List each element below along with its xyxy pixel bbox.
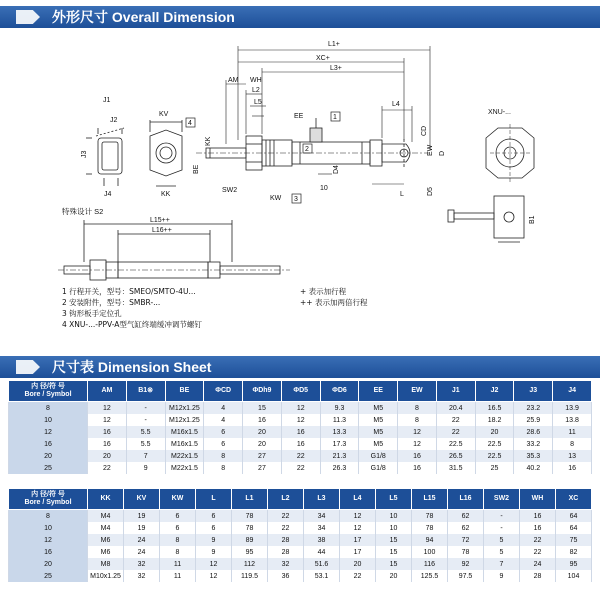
dim-label-am: AM [228,77,239,84]
dim-label-j1: J1 [103,97,111,104]
note-item: 4 XNU-...-PPV-A型气缸终端缓冲调节螺钉 [62,320,202,329]
value-cell: 40.2 [514,462,553,474]
value-cell: 16 [520,510,556,523]
bore-cell: 25 [9,462,88,474]
special-design-view [58,220,290,280]
dim-label-d: D [439,150,446,156]
table-row [9,450,592,462]
legend-item: + 表示加行程 [300,287,347,296]
value-cell: M6 [88,546,124,558]
value-cell: 7 [484,558,520,570]
value-cell: 112 [232,558,268,570]
column-header: EE [359,381,398,402]
dim-label-l4: L4 [392,101,400,108]
table-row [9,546,592,558]
dim-label-l3: L3+ [330,65,342,72]
special-design-label: 特殊设计 S2 [62,207,104,216]
value-cell: 28 [268,534,304,546]
value-cell: 22 [520,546,556,558]
value-cell: 11 [160,558,196,570]
table-row [9,414,592,426]
value-cell: 9 [196,534,232,546]
value-cell: 22 [268,522,304,534]
xnu-label: XNU-... [488,109,511,116]
column-header: KV [124,489,160,510]
dim-label-l16: L16++ [152,227,172,234]
value-cell: M12x1.25 [165,414,204,426]
length-dimension-lines [226,46,430,184]
value-cell: 23.2 [514,402,553,415]
column-header: EW [398,381,437,402]
table-row [9,426,592,438]
value-cell: 5.5 [126,438,165,450]
pin-detail [448,196,524,242]
value-cell: 78 [448,546,484,558]
value-cell: 13.3 [320,426,359,438]
column-header: J4 [553,381,592,402]
value-cell: 13.8 [553,414,592,426]
table-row [9,402,592,415]
column-header: L [196,489,232,510]
value-cell: G1/8 [359,462,398,474]
value-cell: 20 [243,438,282,450]
value-cell: 38 [304,534,340,546]
value-cell: M5 [359,414,398,426]
value-cell: 32 [268,558,304,570]
value-cell: 4 [204,414,243,426]
dim-label-kk-side: KK [205,136,212,146]
value-cell: 17 [340,546,376,558]
note-item: 3 钩形板手定位孔 [62,309,122,318]
column-header: J2 [475,381,514,402]
table-row [9,522,592,534]
column-header: ΦD6 [320,381,359,402]
value-cell: 6 [160,510,196,523]
value-cell: 7 [126,450,165,462]
value-cell: 5.5 [126,426,165,438]
arrow-marker-icon [16,10,40,24]
value-cell: G1/8 [359,450,398,462]
table-row [9,534,592,546]
value-cell: 8 [160,534,196,546]
value-cell: 94 [412,534,448,546]
value-cell: 6 [204,438,243,450]
value-cell: M16x1.5 [165,438,204,450]
dim-label-wh: WH [250,77,262,84]
value-cell: 15 [376,558,412,570]
bore-cell: 10 [9,414,88,426]
value-cell: 19 [124,522,160,534]
value-cell: 16 [243,414,282,426]
value-cell: 78 [412,522,448,534]
value-cell: 20 [376,570,412,582]
value-cell: 34 [304,522,340,534]
value-cell: 22 [436,426,475,438]
value-cell: 26.3 [320,462,359,474]
value-cell: M5 [359,426,398,438]
value-cell: 16 [520,522,556,534]
dim-label-d4: D4 [333,165,340,174]
value-cell: M12x1.25 [165,402,204,415]
note-item: 2 安装附件，型号：SMBR-... [62,298,161,307]
value-cell: 16 [88,426,127,438]
column-header: L4 [340,489,376,510]
value-cell: 8 [398,402,437,415]
value-cell: - [484,522,520,534]
dim-label-ee: EE [294,113,304,120]
value-cell: 25 [475,462,514,474]
value-cell: - [126,402,165,415]
value-cell: M22x1.5 [165,450,204,462]
bore-cell: 20 [9,450,88,462]
dim-label-l2: L2 [252,87,260,94]
dim-label-l15: L15++ [150,217,170,224]
value-cell: 12 [196,558,232,570]
value-cell: M16x1.5 [165,426,204,438]
arrow-marker-icon [16,360,40,374]
dim-label-ew: EW [427,144,434,156]
value-cell: 20 [475,426,514,438]
value-cell: 78 [232,522,268,534]
value-cell: 8 [553,438,592,450]
dim-label-j3: J3 [81,150,88,158]
value-cell: 12 [340,510,376,523]
column-header: L3 [304,489,340,510]
value-cell: 64 [556,522,592,534]
value-cell: 16.5 [475,402,514,415]
value-cell: 34 [304,510,340,523]
column-header: SW2 [484,489,520,510]
value-cell: 17 [340,534,376,546]
header-bore-symbol [9,489,88,510]
value-cell: M4 [88,510,124,523]
value-cell: 97.5 [448,570,484,582]
value-cell: M5 [359,438,398,450]
dim-label-sw2: SW2 [222,187,238,194]
value-cell: 16 [553,462,592,474]
column-header: WH [520,489,556,510]
value-cell: 28.6 [514,426,553,438]
value-cell: 9 [126,462,165,474]
column-header: L15 [412,489,448,510]
value-cell: M8 [88,558,124,570]
dim-label-l5: L5 [254,99,262,106]
value-cell: 31.5 [436,462,475,474]
dim-label-j4: J4 [104,191,112,198]
bore-cell: 16 [9,546,88,558]
note-item: 1 行程开关，型号：SMEO/SMTO-4U... [62,287,196,296]
value-cell: 6 [204,426,243,438]
value-cell: 64 [556,510,592,523]
column-header: J1 [436,381,475,402]
value-cell: M6 [88,534,124,546]
dimension-table-2 [8,488,592,582]
value-cell: 92 [448,558,484,570]
value-cell: 82 [556,546,592,558]
value-cell: 5 [484,546,520,558]
header-bore-symbol [9,381,88,402]
value-cell: 95 [556,558,592,570]
cylinder-side-view [196,118,430,170]
column-header: J3 [514,381,553,402]
table-row [9,558,592,570]
value-cell: 24 [124,546,160,558]
value-cell: 8 [398,414,437,426]
value-cell: 17.3 [320,438,359,450]
header-bore-symbol-line: 内 径/符 号 [31,383,65,390]
header-bore-symbol-line: 内 径/符 号 [31,491,65,498]
table-row [9,570,592,582]
value-cell: 15 [376,534,412,546]
value-cell: 22.5 [475,438,514,450]
value-cell: 18.2 [475,414,514,426]
value-cell: 28 [520,570,556,582]
value-cell: 10 [376,510,412,523]
value-cell: M10x1.25 [88,570,124,582]
value-cell: 6 [196,510,232,523]
value-cell: 116 [412,558,448,570]
value-cell: - [484,510,520,523]
column-header: BE [165,381,204,402]
value-cell: 11 [160,570,196,582]
value-cell: 12 [340,522,376,534]
value-cell: 6 [160,522,196,534]
column-header: B1⊗ [126,381,165,402]
value-cell: 20.4 [436,402,475,415]
value-cell: 12 [196,570,232,582]
value-cell: 22.5 [436,438,475,450]
bore-cell: 12 [9,426,88,438]
value-cell: 12 [398,438,437,450]
callout-3: 3 [294,196,298,203]
column-header: L5 [376,489,412,510]
dim-label-l1: L1+ [328,41,340,48]
section-title: 外形尺寸 Overall Dimension [52,9,235,25]
value-cell: 16 [281,438,320,450]
value-cell: 22 [281,450,320,462]
value-cell: 44 [304,546,340,558]
value-cell: 9 [484,570,520,582]
section-title: 尺寸表 Dimension Sheet [52,359,212,375]
value-cell: 27 [243,450,282,462]
value-cell: 6 [196,522,232,534]
value-cell: 51.6 [304,558,340,570]
value-cell: 21.3 [320,450,359,462]
value-cell: 12 [398,426,437,438]
value-cell: M22x1.5 [165,462,204,474]
value-cell: 26.5 [436,450,475,462]
value-cell: 20 [88,450,127,462]
value-cell: M4 [88,522,124,534]
notes-list [62,286,202,330]
legend-item: ++ 表示加两倍行程 [300,298,368,307]
header-bore-symbol-line: Bore / Symbol [24,391,72,398]
value-cell: 11 [553,426,592,438]
value-cell: 27 [243,462,282,474]
value-cell: 22 [88,462,127,474]
table-row [9,510,592,523]
value-cell: 24 [124,534,160,546]
value-cell: 95 [232,546,268,558]
value-cell: 119.5 [232,570,268,582]
value-cell: 22 [520,534,556,546]
table-row [9,462,592,474]
value-cell: 15 [243,402,282,415]
column-header: ΦCD [204,381,243,402]
bore-cell: 8 [9,402,88,415]
dimension-table-1 [8,380,592,474]
value-cell: 72 [448,534,484,546]
value-cell: 16 [281,426,320,438]
value-cell: 32 [124,570,160,582]
value-cell: M5 [359,402,398,415]
dim-label-kw: KW [270,195,282,202]
column-header: AM [88,381,127,402]
front-flange-view [86,128,124,186]
table-row [9,438,592,450]
value-cell: 8 [204,462,243,474]
dim-label-d5: D5 [427,187,434,196]
column-header: L2 [268,489,304,510]
value-cell: 125.5 [412,570,448,582]
end-view [486,124,534,184]
value-cell: 9 [196,546,232,558]
dim-label-b1: B1 [529,215,536,224]
bore-cell: 10 [9,522,88,534]
value-cell: 33.2 [514,438,553,450]
value-cell: 22 [268,510,304,523]
value-cell: 75 [556,534,592,546]
value-cell: 10 [376,522,412,534]
header-bore-symbol-line: Bore / Symbol [24,499,72,506]
value-cell: - [126,414,165,426]
dim-label-cd: CD [421,125,428,136]
dim-label-xc: XC+ [316,55,330,62]
value-cell: 53.1 [304,570,340,582]
value-cell: 100 [412,546,448,558]
hex-nut-view [150,120,182,186]
value-cell: 24 [520,558,556,570]
column-header: L1 [232,489,268,510]
value-cell: 104 [556,570,592,582]
column-header: ΦD5 [281,381,320,402]
value-cell: 62 [448,522,484,534]
callout-4: 4 [188,120,192,127]
callout-2: 2 [305,146,309,153]
value-cell: 8 [204,450,243,462]
dim-label-kk-front: KK [161,191,171,198]
value-cell: 12 [281,414,320,426]
column-header: KK [88,489,124,510]
dim-label-j2: J2 [110,117,118,124]
value-cell: 20 [243,426,282,438]
bore-cell: 20 [9,558,88,570]
value-cell: 28 [268,546,304,558]
column-header: ΦDh9 [243,381,282,402]
value-cell: 8 [160,546,196,558]
bore-cell: 12 [9,534,88,546]
dim-label-10: 10 [320,185,328,192]
value-cell: 22 [436,414,475,426]
bore-cell: 8 [9,510,88,523]
value-cell: 22 [281,462,320,474]
value-cell: 78 [232,510,268,523]
dim-label-be: BE [193,164,200,174]
value-cell: 12 [281,402,320,415]
value-cell: 22.5 [475,450,514,462]
value-cell: 36 [268,570,304,582]
value-cell: 22 [340,570,376,582]
value-cell: 13 [553,450,592,462]
value-cell: 15 [376,546,412,558]
value-cell: 4 [204,402,243,415]
value-cell: 19 [124,510,160,523]
value-cell: 12 [88,402,127,415]
value-cell: 13.9 [553,402,592,415]
column-header: L16 [448,489,484,510]
value-cell: 11.3 [320,414,359,426]
value-cell: 20 [340,558,376,570]
value-cell: 5 [484,534,520,546]
callout-1: 1 [333,114,337,121]
legend-list [300,286,367,308]
dim-label-l: L [400,191,404,198]
bore-cell: 25 [9,570,88,582]
value-cell: 16 [88,438,127,450]
value-cell: 62 [448,510,484,523]
value-cell: 78 [412,510,448,523]
value-cell: 32 [124,558,160,570]
bore-cell: 16 [9,438,88,450]
column-header: XC [556,489,592,510]
dim-label-kv: KV [159,111,169,118]
value-cell: 16 [398,450,437,462]
value-cell: 35.3 [514,450,553,462]
value-cell: 25.9 [514,414,553,426]
value-cell: 89 [232,534,268,546]
value-cell: 12 [88,414,127,426]
value-cell: 9.3 [320,402,359,415]
column-header: KW [160,489,196,510]
value-cell: 16 [398,462,437,474]
section-header-dimension-sheet [0,356,600,378]
